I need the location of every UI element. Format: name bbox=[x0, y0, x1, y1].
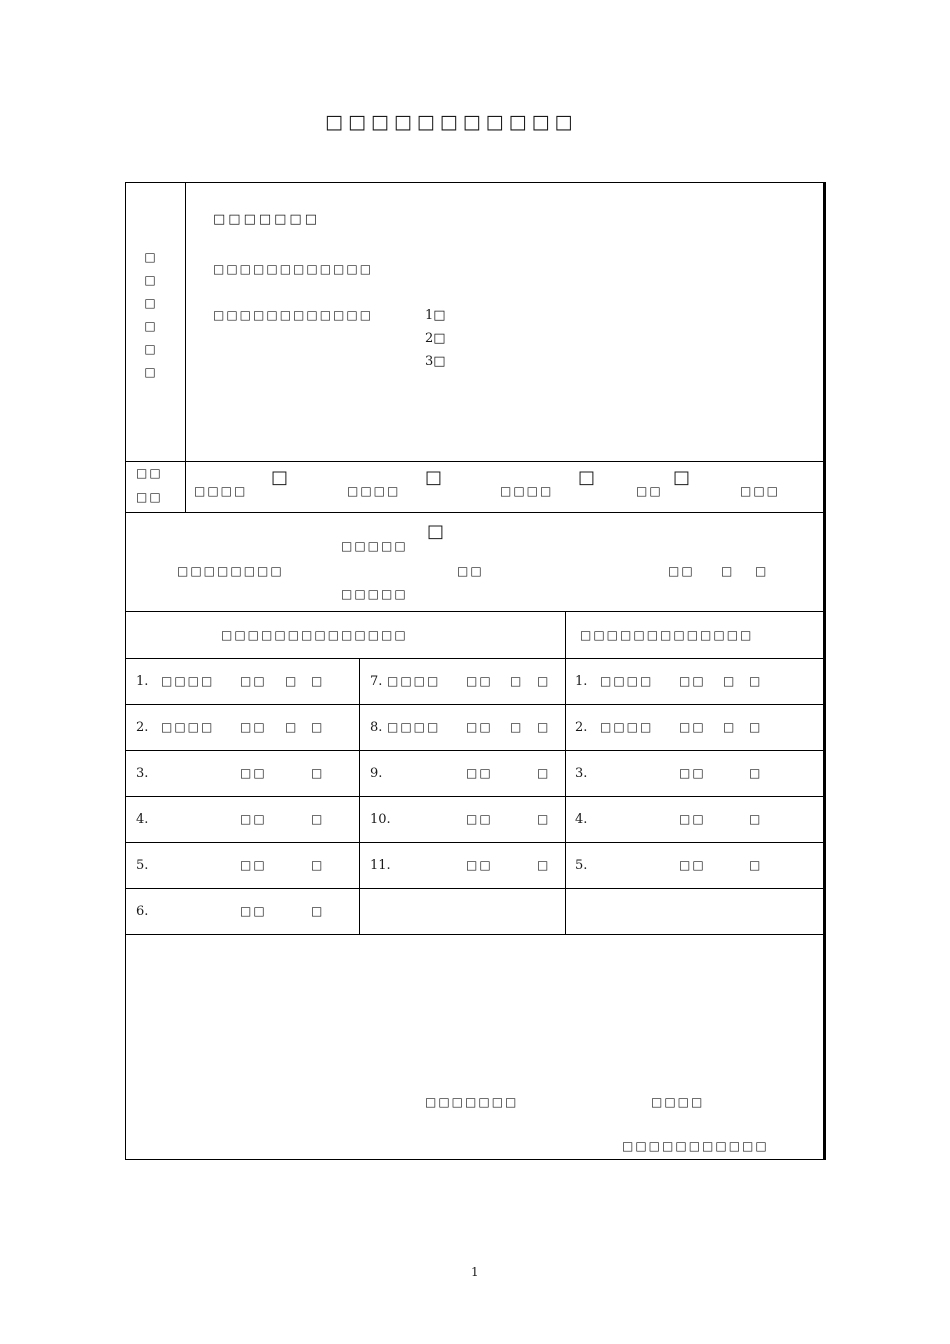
date-line: □□□□□□□□□□□ bbox=[622, 1139, 769, 1153]
row-field-a: □ bbox=[723, 720, 737, 734]
table-row-line bbox=[125, 512, 826, 513]
row-unit: □□ bbox=[679, 812, 706, 826]
side-char: □ bbox=[144, 296, 156, 310]
row-number: 1. bbox=[136, 674, 149, 689]
row-number: 10. bbox=[370, 812, 391, 827]
signature-label: □□□□□□□ bbox=[425, 1095, 519, 1109]
row-number: 2. bbox=[136, 720, 149, 735]
row-field-a: □ bbox=[723, 674, 737, 688]
row-field-b: □ bbox=[537, 674, 551, 688]
row-number: 5. bbox=[575, 858, 588, 873]
checkbox-c[interactable]: □ bbox=[578, 467, 596, 488]
table-row-line bbox=[125, 704, 826, 705]
row-number: 2. bbox=[575, 720, 588, 735]
row-number: 3. bbox=[575, 766, 588, 781]
row-number: 6. bbox=[136, 904, 149, 919]
row-field-b: □ bbox=[537, 766, 551, 780]
row-unit: □□ bbox=[679, 858, 706, 872]
row-name: □□□□ bbox=[387, 674, 441, 688]
section-3-label-bottom: □□□□□ bbox=[341, 587, 408, 601]
row-unit: □□ bbox=[466, 720, 493, 734]
row-number: 8. bbox=[370, 720, 383, 735]
row-unit: □□ bbox=[240, 858, 267, 872]
row-number: 3. bbox=[136, 766, 149, 781]
row-name: □□□□ bbox=[387, 720, 441, 734]
label-column-divider bbox=[185, 182, 186, 513]
row-field-b: □ bbox=[311, 812, 325, 826]
row-unit: □□ bbox=[466, 858, 493, 872]
row-unit: □□ bbox=[240, 812, 267, 826]
section-3-label-right-2: □ bbox=[721, 564, 735, 578]
row-field-b: □ bbox=[537, 858, 551, 872]
table-row-line bbox=[125, 796, 826, 797]
section-1-line-3: □□□□□□□□□□□□ bbox=[213, 308, 374, 322]
row-name: □□□□ bbox=[600, 674, 654, 688]
row-field-a: □ bbox=[510, 674, 524, 688]
row-number: 4. bbox=[575, 812, 588, 827]
side-char: □ bbox=[144, 365, 156, 379]
row-unit: □□ bbox=[466, 812, 493, 826]
section-1-line-2: □□□□□□□□□□□□ bbox=[213, 262, 374, 276]
header-column-divider bbox=[565, 611, 566, 935]
row-unit: □□ bbox=[679, 720, 706, 734]
checkbox-a[interactable]: □ bbox=[271, 467, 289, 488]
section-3-label-right-1: □□ bbox=[668, 564, 695, 578]
row-unit: □□ bbox=[679, 766, 706, 780]
checkbox-section-3[interactable]: □ bbox=[427, 521, 445, 542]
row-field-b: □ bbox=[311, 674, 325, 688]
grid-header-right: □□□□□□□□□□□□□ bbox=[580, 628, 754, 642]
section-2-label-1: □□ bbox=[136, 466, 163, 480]
row-name: □□□□ bbox=[161, 720, 215, 734]
row-field-b: □ bbox=[311, 904, 325, 918]
row-unit: □□ bbox=[240, 766, 267, 780]
section-3-label-right-3: □ bbox=[755, 564, 769, 578]
grid-column-divider bbox=[359, 658, 360, 935]
row-field-b: □ bbox=[749, 674, 763, 688]
row-field-a: □ bbox=[285, 720, 299, 734]
section-1-label bbox=[143, 246, 157, 384]
table-bottom-border bbox=[125, 1159, 826, 1160]
section-3-label-mid: □□ bbox=[457, 564, 484, 578]
row-unit: □□ bbox=[679, 674, 706, 688]
row-field-a: □ bbox=[510, 720, 524, 734]
side-char: □ bbox=[144, 319, 156, 333]
row-unit: □□ bbox=[466, 766, 493, 780]
row-field-b: □ bbox=[749, 766, 763, 780]
grid-header-left: □□□□□□□□□□□□□□ bbox=[221, 628, 408, 642]
table-row-line bbox=[125, 658, 826, 659]
row-field-b: □ bbox=[749, 720, 763, 734]
side-char: □ bbox=[144, 342, 156, 356]
section-1-line-1: □□□□□□□ bbox=[213, 212, 320, 227]
row-number: 11. bbox=[370, 858, 391, 873]
row-field-b: □ bbox=[537, 812, 551, 826]
section-1-item-3: 3□ bbox=[425, 354, 446, 369]
row-name: □□□□ bbox=[600, 720, 654, 734]
row-number: 9. bbox=[370, 766, 383, 781]
row-number: 1. bbox=[575, 674, 588, 689]
row-number: 4. bbox=[136, 812, 149, 827]
section-2-label-2: □□ bbox=[136, 490, 163, 504]
page-number: 1 bbox=[471, 1265, 479, 1279]
table-row-line bbox=[125, 842, 826, 843]
section-3-label-top: □□□□□ bbox=[341, 539, 408, 553]
row-field-b: □ bbox=[311, 858, 325, 872]
row-field-b: □ bbox=[311, 766, 325, 780]
table-row-line bbox=[125, 934, 826, 935]
side-char: □ bbox=[144, 273, 156, 287]
row-unit: □□ bbox=[466, 674, 493, 688]
row-field-b: □ bbox=[749, 858, 763, 872]
table-row-line bbox=[125, 750, 826, 751]
table-right-border bbox=[823, 182, 826, 1160]
table-left-border bbox=[125, 182, 126, 1160]
section-1-item-1: 1□ bbox=[425, 308, 446, 323]
table-row-line bbox=[125, 461, 826, 462]
row-number: 7. bbox=[370, 674, 383, 689]
row-unit: □□ bbox=[240, 904, 267, 918]
row-field-b: □ bbox=[311, 720, 325, 734]
section-2-field-e: □□□ bbox=[740, 484, 781, 498]
row-field-b: □ bbox=[749, 812, 763, 826]
row-name: □□□□ bbox=[161, 674, 215, 688]
table-row-line bbox=[125, 888, 826, 889]
section-2-field-d: □□ bbox=[636, 484, 663, 498]
row-field-b: □ bbox=[537, 720, 551, 734]
row-field-a: □ bbox=[285, 674, 299, 688]
table-top-border bbox=[125, 182, 826, 183]
row-unit: □□ bbox=[240, 674, 267, 688]
document-title: □□□□□□□□□□□ bbox=[325, 111, 578, 133]
section-1-item-2: 2□ bbox=[425, 331, 446, 346]
side-char: □ bbox=[144, 250, 156, 264]
table-row-line bbox=[125, 611, 826, 612]
row-unit: □□ bbox=[240, 720, 267, 734]
section-2-field-c: □□□□ bbox=[500, 484, 554, 498]
checkbox-d[interactable]: □ bbox=[673, 467, 691, 488]
section-2-field-a: □□□□ bbox=[194, 484, 248, 498]
section-2-field-b: □□□□ bbox=[347, 484, 401, 498]
row-number: 5. bbox=[136, 858, 149, 873]
section-3-label-left: □□□□□□□□ bbox=[177, 564, 284, 578]
checkbox-b[interactable]: □ bbox=[425, 467, 443, 488]
signature-right: □□□□ bbox=[651, 1095, 705, 1109]
